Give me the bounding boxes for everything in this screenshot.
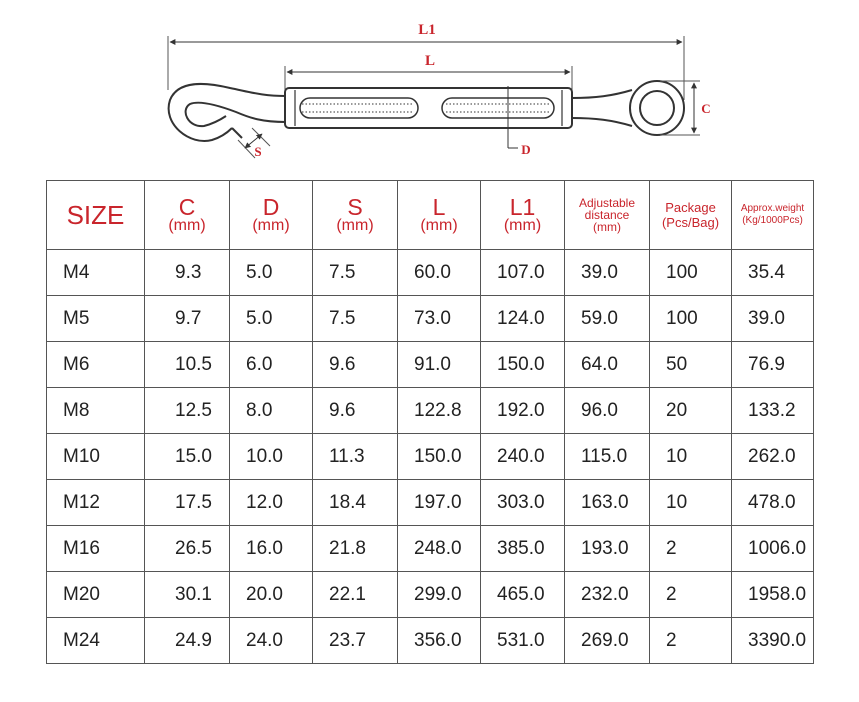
header-l: L (mm)	[398, 181, 481, 250]
cell-d: 16.0	[230, 526, 313, 572]
cell-c: 10.5	[145, 342, 230, 388]
header-weight: Approx.weight (Kg/1000Pcs)	[732, 181, 814, 250]
c-dimension	[660, 81, 711, 135]
cell-weight: 478.0	[732, 480, 814, 526]
cell-weight: 1958.0	[732, 572, 814, 618]
cell-size: M4	[47, 250, 145, 296]
header-size: SIZE	[47, 181, 145, 250]
cell-c: 17.5	[145, 480, 230, 526]
header-c: C (mm)	[145, 181, 230, 250]
cell-size: M20	[47, 572, 145, 618]
cell-adjustable-distance: 64.0	[565, 342, 650, 388]
cell-l1: 465.0	[481, 572, 565, 618]
s-label: S	[254, 144, 262, 159]
cell-size: M5	[47, 296, 145, 342]
cell-adjustable-distance: 96.0	[565, 388, 650, 434]
cell-l1: 531.0	[481, 618, 565, 664]
cell-s: 11.3	[313, 434, 398, 480]
cell-s: 23.7	[313, 618, 398, 664]
cell-size: M12	[47, 480, 145, 526]
cell-size: M10	[47, 434, 145, 480]
cell-weight: 3390.0	[732, 618, 814, 664]
cell-s: 18.4	[313, 480, 398, 526]
header-row	[47, 181, 814, 250]
cell-size: M8	[47, 388, 145, 434]
l-dimension	[285, 53, 572, 92]
table-row	[47, 388, 814, 434]
cell-d: 5.0	[230, 250, 313, 296]
header-s: S (mm)	[313, 181, 398, 250]
cell-c: 12.5	[145, 388, 230, 434]
cell-c: 24.9	[145, 618, 230, 664]
l-label: L	[424, 53, 436, 69]
cell-size: M16	[47, 526, 145, 572]
cell-l1: 192.0	[481, 388, 565, 434]
cell-s: 22.1	[313, 572, 398, 618]
cell-s: 21.8	[313, 526, 398, 572]
table-row	[47, 250, 814, 296]
cell-size: M24	[47, 618, 145, 664]
cell-weight: 76.9	[732, 342, 814, 388]
cell-size: M6	[47, 342, 145, 388]
table-row	[47, 434, 814, 480]
cell-s: 9.6	[313, 388, 398, 434]
cell-s: 7.5	[313, 250, 398, 296]
header-package: Package (Pcs/Bag)	[650, 181, 732, 250]
cell-adjustable-distance: 163.0	[565, 480, 650, 526]
specification-table	[46, 180, 814, 664]
cell-d: 10.0	[230, 434, 313, 480]
cell-c: 9.3	[145, 250, 230, 296]
cell-l: 356.0	[398, 618, 481, 664]
cell-weight: 133.2	[732, 388, 814, 434]
cell-package: 100	[650, 296, 732, 342]
cell-package: 2	[650, 618, 732, 664]
cell-package: 20	[650, 388, 732, 434]
cell-l: 299.0	[398, 572, 481, 618]
header-d: D (mm)	[230, 181, 313, 250]
cell-adjustable-distance: 269.0	[565, 618, 650, 664]
cell-weight: 262.0	[732, 434, 814, 480]
cell-package: 50	[650, 342, 732, 388]
turnbuckle-diagram	[0, 0, 859, 178]
hook-end	[169, 84, 286, 141]
cell-d: 6.0	[230, 342, 313, 388]
table-body	[47, 250, 814, 664]
cell-l1: 124.0	[481, 296, 565, 342]
cell-l1: 303.0	[481, 480, 565, 526]
c-label: C	[701, 101, 711, 116]
cell-d: 5.0	[230, 296, 313, 342]
cell-c: 30.1	[145, 572, 230, 618]
d-label: D	[521, 142, 531, 157]
cell-package: 10	[650, 480, 732, 526]
cell-adjustable-distance: 193.0	[565, 526, 650, 572]
cell-package: 2	[650, 572, 732, 618]
cell-l: 248.0	[398, 526, 481, 572]
cell-l: 122.8	[398, 388, 481, 434]
table-row	[47, 480, 814, 526]
cell-l: 60.0	[398, 250, 481, 296]
cell-package: 10	[650, 434, 732, 480]
table-row	[47, 342, 814, 388]
cell-l1: 385.0	[481, 526, 565, 572]
cell-l: 73.0	[398, 296, 481, 342]
cell-l1: 107.0	[481, 250, 565, 296]
cell-package: 2	[650, 526, 732, 572]
cell-d: 12.0	[230, 480, 313, 526]
cell-l1: 240.0	[481, 434, 565, 480]
cell-c: 9.7	[145, 296, 230, 342]
table-row	[47, 526, 814, 572]
header-adjustable: Adjustable distance (mm)	[565, 181, 650, 250]
cell-d: 20.0	[230, 572, 313, 618]
cell-c: 15.0	[145, 434, 230, 480]
s-dimension	[238, 128, 270, 159]
cell-d: 8.0	[230, 388, 313, 434]
eye-end	[572, 81, 684, 135]
cell-weight: 35.4	[732, 250, 814, 296]
cell-weight: 1006.0	[732, 526, 814, 572]
header-l1: L1 (mm)	[481, 181, 565, 250]
cell-c: 26.5	[145, 526, 230, 572]
table-row	[47, 618, 814, 664]
cell-l: 91.0	[398, 342, 481, 388]
cell-s: 9.6	[313, 342, 398, 388]
cell-adjustable-distance: 115.0	[565, 434, 650, 480]
table-row	[47, 296, 814, 342]
cell-l: 150.0	[398, 434, 481, 480]
cell-adjustable-distance: 59.0	[565, 296, 650, 342]
cell-adjustable-distance: 39.0	[565, 250, 650, 296]
cell-package: 100	[650, 250, 732, 296]
turnbuckle-body	[285, 88, 572, 128]
cell-weight: 39.0	[732, 296, 814, 342]
cell-l: 197.0	[398, 480, 481, 526]
table-row	[47, 572, 814, 618]
cell-l1: 150.0	[481, 342, 565, 388]
cell-adjustable-distance: 232.0	[565, 572, 650, 618]
cell-d: 24.0	[230, 618, 313, 664]
l1-label: L1	[418, 22, 436, 38]
cell-s: 7.5	[313, 296, 398, 342]
